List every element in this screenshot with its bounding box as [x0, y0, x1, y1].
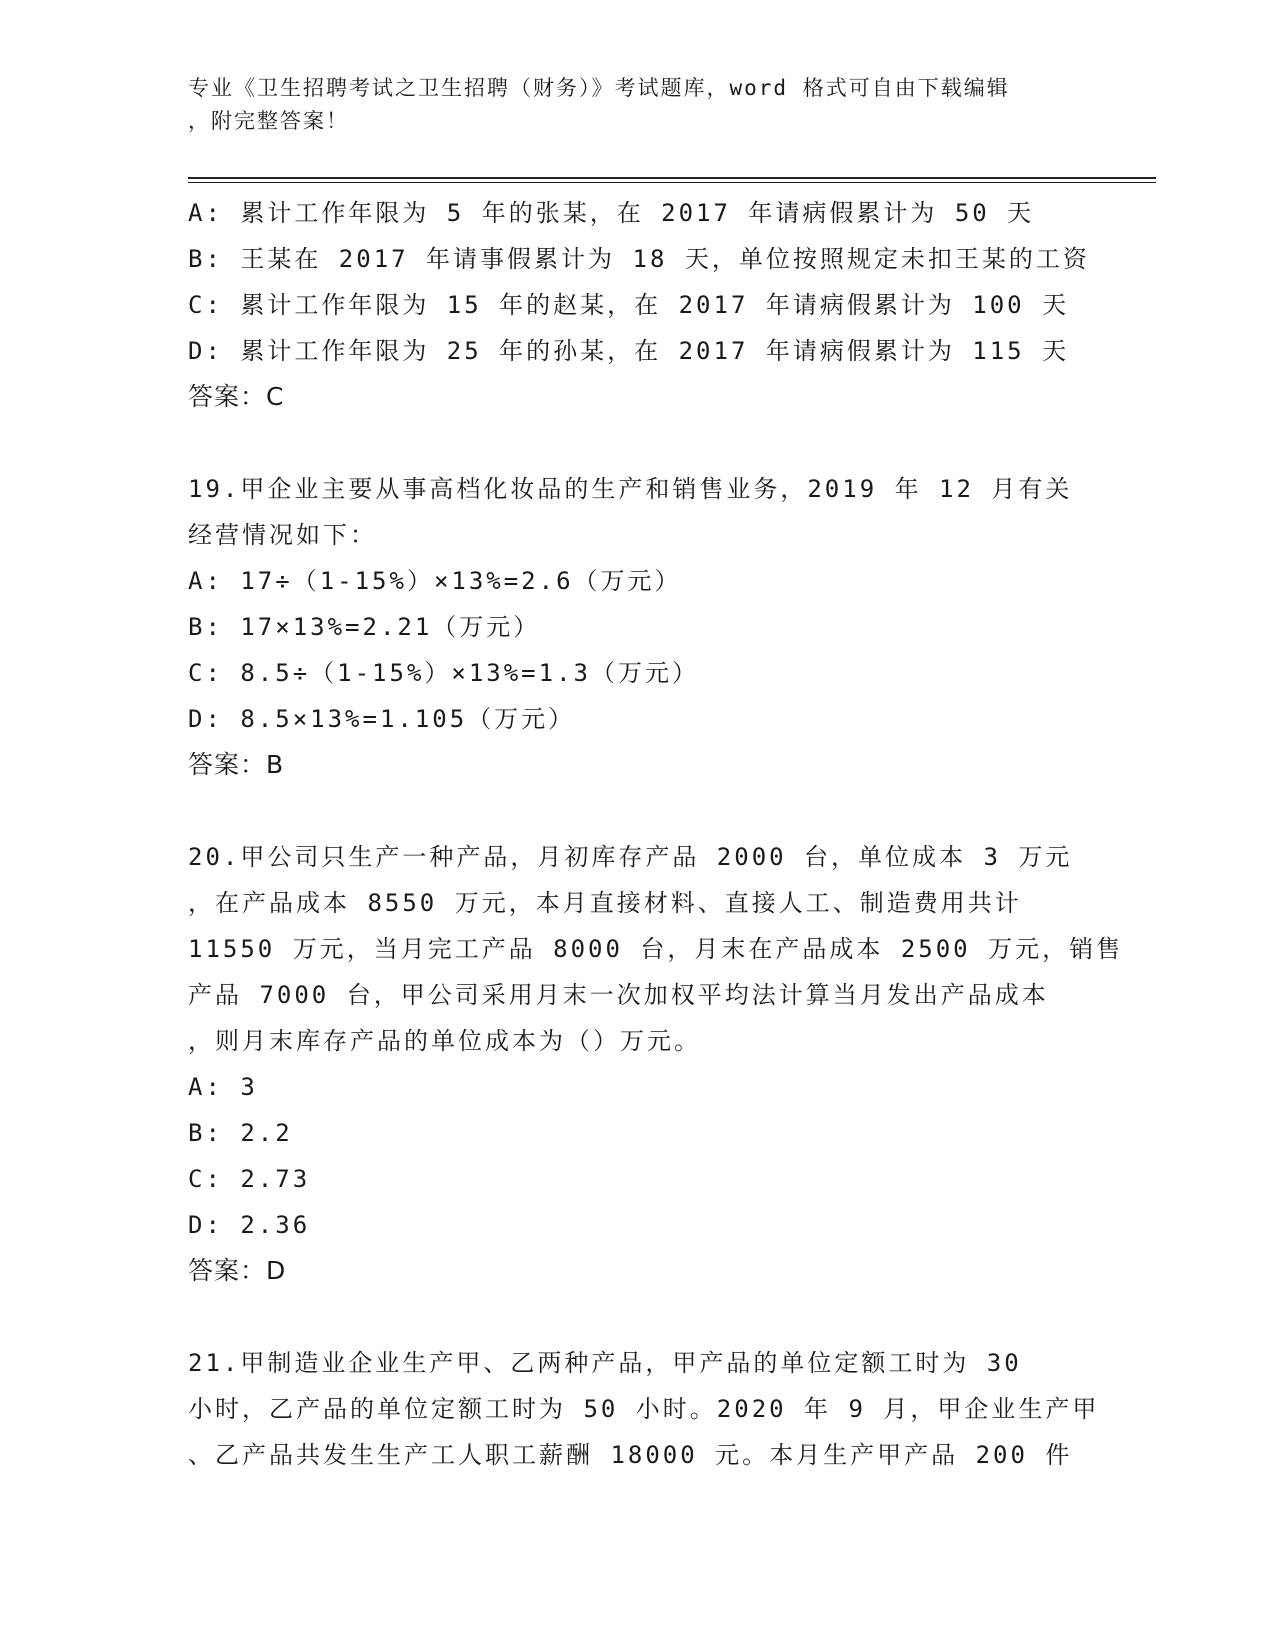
question-stem-line: ，在产品成本 8550 万元，本月直接材料、直接人工、制造费用共计	[188, 889, 1022, 917]
question-stem-line: 20.甲公司只生产一种产品，月初库存产品 2000 台，单位成本 3 万元	[188, 843, 1073, 871]
spacer	[188, 788, 1088, 834]
question-stem-line: 产品 7000 台，甲公司采用月末一次加权平均法计算当月发出产品成本	[188, 981, 1049, 1009]
question-stem-line: ，则月末库存产品的单位成本为（）万元。	[188, 1027, 701, 1055]
question-stem-line: 、乙产品共发生生产工人职工薪酬 18000 元。本月生产甲产品 200 件	[188, 1441, 1073, 1469]
question-18	[188, 190, 1088, 420]
option-d: D: 累计工作年限为 25 年的孙某，在 2017 年请病假累计为 115 天	[188, 337, 1070, 365]
question-stem-line: 19.甲企业主要从事高档化妆品的生产和销售业务，2019 年 12 月有关	[188, 475, 1073, 503]
header-line-1: 专业《卫生招聘考试之卫生招聘（财务）》考试题库，word 格式可自由下载编辑	[188, 76, 1010, 100]
option-d: D: 2.36	[188, 1211, 311, 1239]
option-c: C: 累计工作年限为 15 年的赵某，在 2017 年请病假累计为 100 天	[188, 291, 1070, 319]
option-c: C: 2.73	[188, 1165, 311, 1193]
spacer	[188, 420, 1088, 466]
header-line-2: ，附完整答案！	[188, 109, 349, 133]
option-a: A: 累计工作年限为 5 年的张某，在 2017 年请病假累计为 50 天	[188, 199, 1035, 227]
answer: 答案：B	[188, 750, 285, 779]
option-b: B: 17×13%=2.21（万元）	[188, 613, 541, 641]
question-stem-line: 经营情况如下：	[188, 521, 377, 549]
header-divider-thin	[188, 182, 1156, 183]
option-b: B: 2.2	[188, 1119, 293, 1147]
option-b: B: 王某在 2017 年请事假累计为 18 天，单位按照规定未扣王某的工资	[188, 245, 1090, 273]
question-19	[188, 466, 1088, 788]
answer: 答案：D	[188, 1256, 287, 1285]
spacer	[188, 1294, 1088, 1340]
header-divider-thick	[188, 177, 1156, 179]
option-c: C: 8.5÷（1-15%）×13%=1.3（万元）	[188, 659, 699, 687]
document-header	[188, 72, 1088, 138]
option-a: A: 17÷（1-15%）×13%=2.6（万元）	[188, 567, 682, 595]
question-stem-line: 11550 万元，当月完工产品 8000 台，月末在产品成本 2500 万元，销售	[188, 935, 1124, 963]
option-a: A: 3	[188, 1073, 258, 1101]
question-21	[188, 1340, 1100, 1478]
question-stem-line: 小时，乙产品的单位定额工时为 50 小时。2020 年 9 月，甲企业生产甲	[188, 1395, 1100, 1423]
answer: 答案：C	[188, 382, 285, 411]
question-stem-line: 21.甲制造业企业生产甲、乙两种产品，甲产品的单位定额工时为 30	[188, 1349, 1022, 1377]
question-20	[188, 834, 1124, 1294]
document-body	[188, 190, 1124, 1478]
option-d: D: 8.5×13%=1.105（万元）	[188, 705, 576, 733]
